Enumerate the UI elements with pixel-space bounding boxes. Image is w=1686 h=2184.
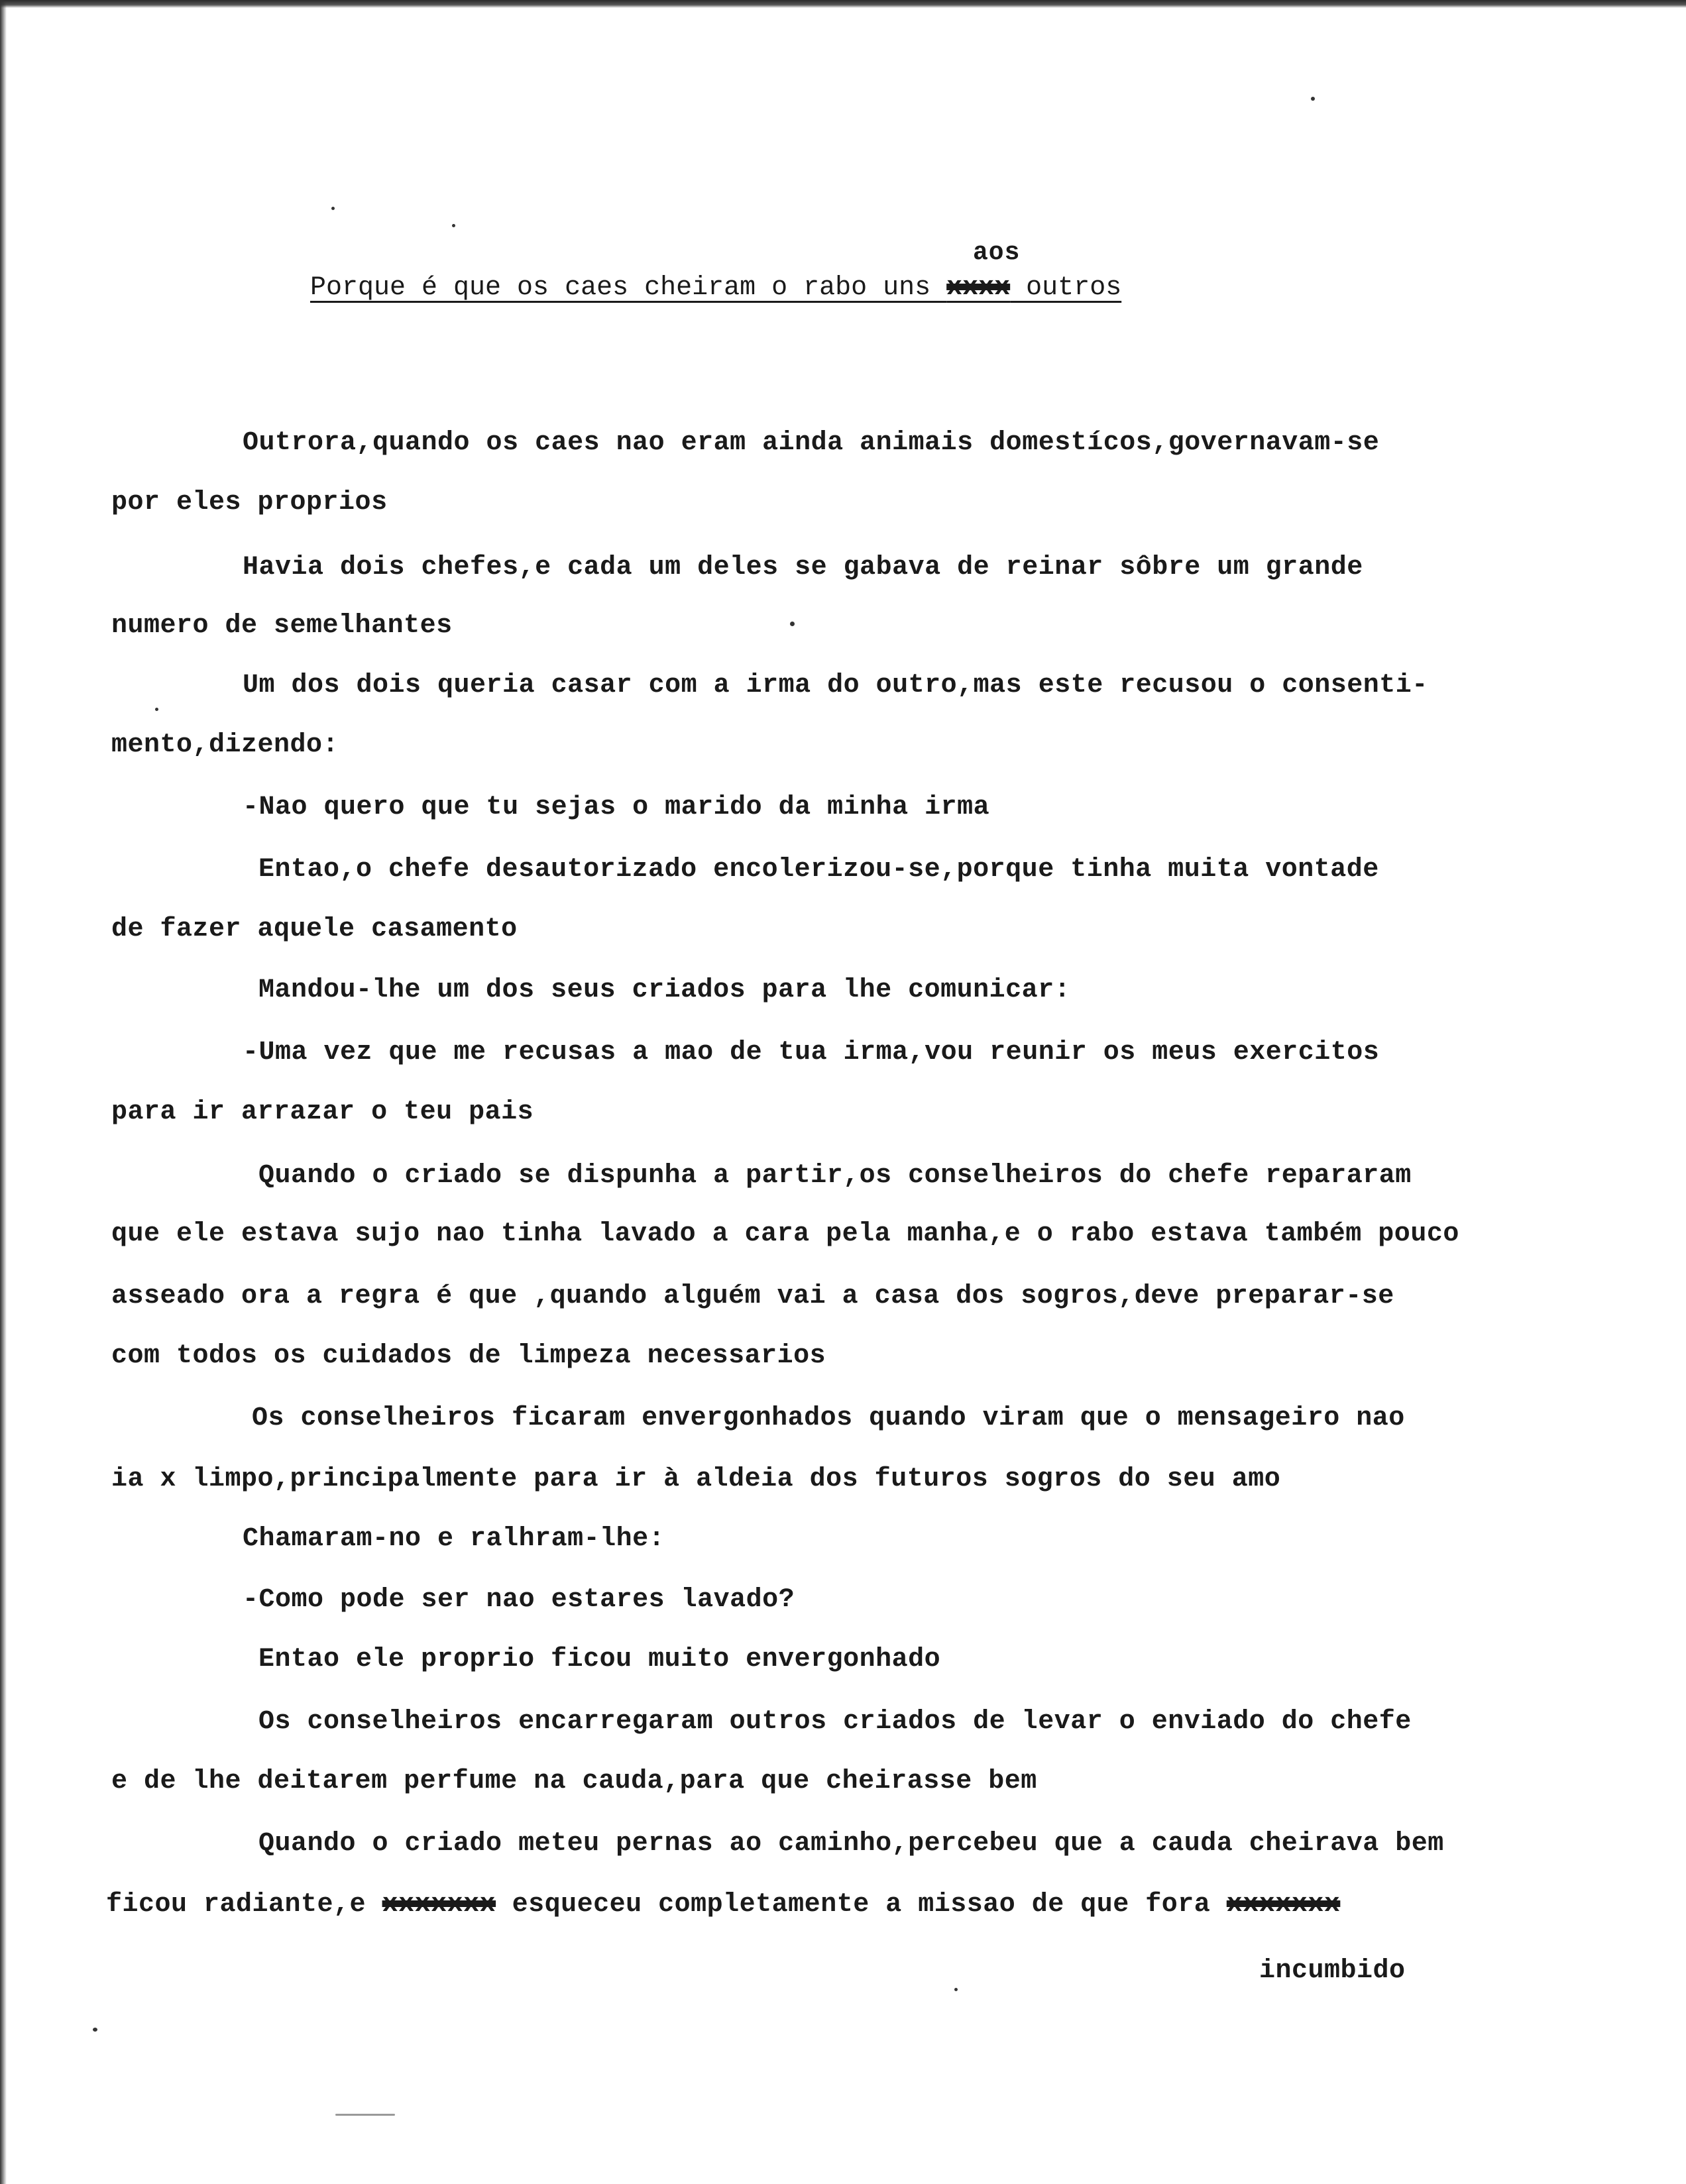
scan-mark [335,2114,395,2116]
text-line: e de lhe deitarem perfume na cauda,para que cheirasse bem [111,1767,1037,1796]
title-text-end: outros [1010,273,1122,303]
text-line: para ir arrazar o teu pais [111,1097,534,1127]
scan-speck [452,224,455,227]
text-line: Mandou-lhe um dos seus criados para lhe comunicar: [258,975,1071,1005]
scan-edge-left [0,0,7,2184]
margin-insertion: incumbido [1259,1956,1406,1986]
scan-speck [331,207,335,210]
text-line: numero de semelhantes [111,611,453,641]
title-text: Porque é que os caes cheiram o rabo uns [310,273,947,303]
scan-speck [155,708,158,711]
text-line: -Uma vez que me recusas a mao de tua irma,vou reunir os meus exercitos [243,1038,1380,1067]
text-line: que ele estava sujo nao tinha lavado a cara pela manha,e o rabo estava também pouco [111,1219,1459,1249]
text-line: Outrora,quando os caes nao eram ainda animais domestícos,governavam-se [243,428,1380,458]
text-line: por eles proprios [111,488,388,518]
text-line: Um dos dois queria casar com a irma do outro,mas este recusou o consenti- [243,671,1428,700]
text-line: Os conselheiros ficaram envergonhados quando viram que o mensageiro nao [252,1403,1405,1433]
text-line: -Nao quero que tu sejas o marido da minha irma [243,792,990,822]
text-line: Os conselheiros encarregaram outros criados de levar o enviado do chefe [258,1707,1412,1737]
text-line: Chamaram-no e ralhram-lhe: [243,1524,665,1554]
text-line: ia x limpo,principalmente para ir à aldeia dos futuros sogros do seu amo [111,1464,1281,1494]
struck-word: xxxxxxx [1226,1890,1341,1920]
scan-speck [954,1988,958,1991]
text-line-last [106,1890,1340,1920]
text-line: Quando o criado se dispunha a partir,os conselheiros do chefe repararam [258,1161,1412,1191]
scan-speck [93,2028,97,2032]
text-line: Entao,o chefe desautorizado encolerizou-se,porque tinha muita vontade [258,855,1379,885]
text-line: asseado ora a regra é que ,quando alguém vai a casa dos sogros,deve preparar-se [111,1282,1394,1311]
text-line: mento,dizendo: [111,730,339,760]
scan-speck [1311,97,1315,101]
text-line: Entao ele proprio ficou muito envergonhado [258,1645,941,1674]
scan-speck [790,622,795,626]
title-insertion: aos [973,239,1021,267]
text-line: de fazer aquele casamento [111,914,518,944]
page-title [310,273,1121,303]
text-line: com todos os cuidados de limpeza necessarios [111,1341,826,1371]
title-struck-word: xxxx [946,273,1011,303]
last-line-start: ficou radiante,e [106,1890,382,1920]
text-line: -Como pode ser nao estares lavado? [243,1585,795,1615]
text-line: Havia dois chefes,e cada um deles se gabava de reinar sôbre um grande [243,553,1363,582]
text-line: Quando o criado meteu pernas ao caminho,percebeu que a cauda cheirava bem [258,1829,1444,1859]
scan-edge-top [0,0,1686,8]
last-line-middle: esqueceu completamente a missao de que fora [496,1890,1227,1920]
struck-word: xxxxxxx [382,1890,496,1920]
